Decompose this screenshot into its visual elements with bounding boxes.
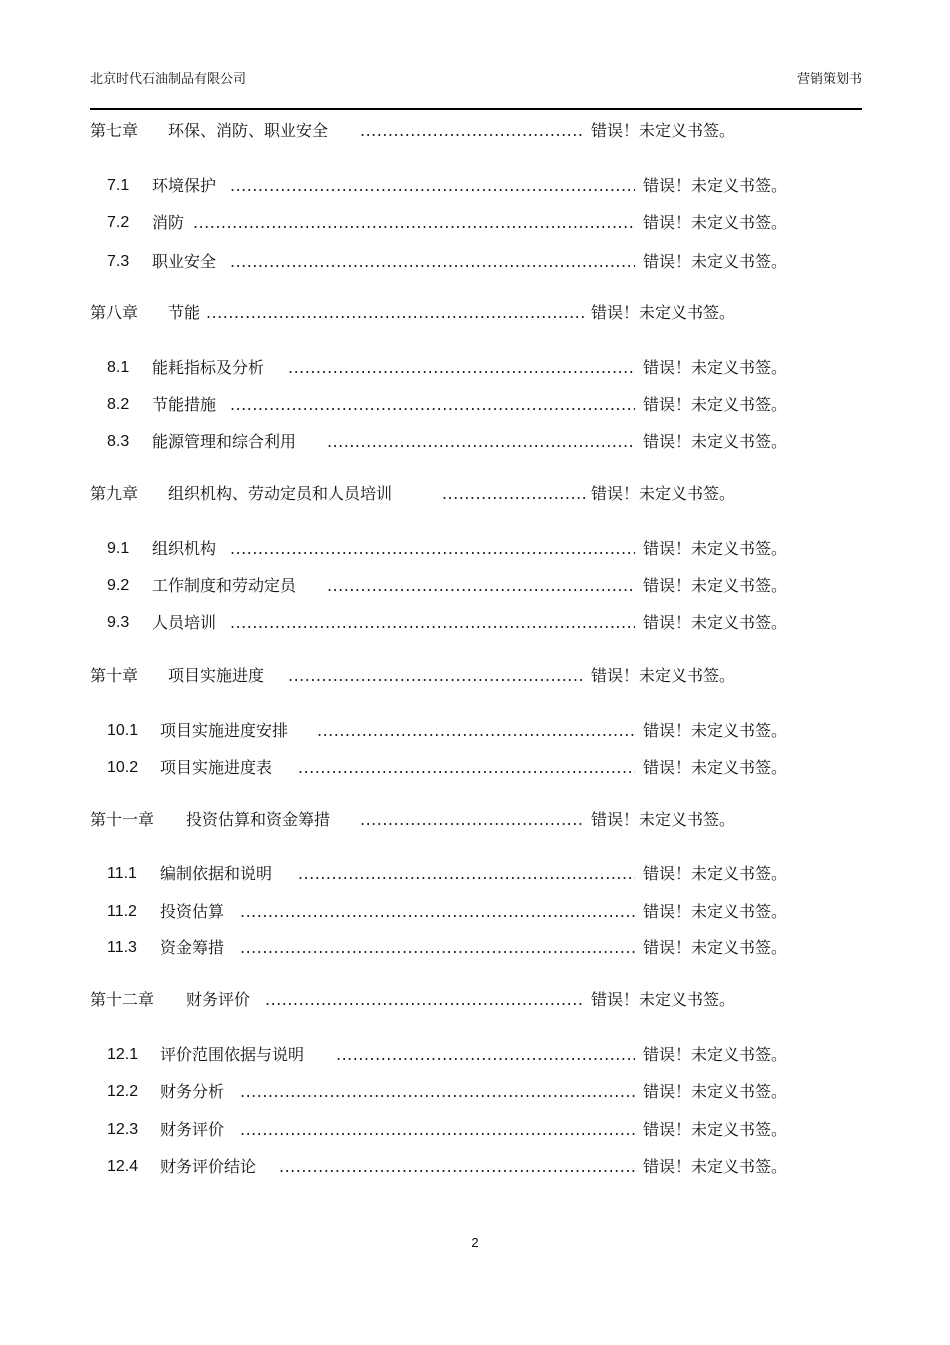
toc-section-12-2[interactable] bbox=[107, 1080, 787, 1104]
toc-leader-dots bbox=[336, 1043, 635, 1067]
toc-chapter-10[interactable] bbox=[90, 664, 735, 688]
toc-leader-dots bbox=[240, 936, 635, 960]
toc-number: 7.2 bbox=[107, 214, 130, 231]
toc-page-ref: 错误！未定义书签。 bbox=[643, 430, 787, 454]
toc-number: 8.1 bbox=[107, 359, 130, 376]
toc-title: 投资估算 bbox=[160, 902, 225, 921]
toc-page-ref: 错误！未定义书签。 bbox=[591, 301, 735, 325]
toc-page-ref: 错误！未定义书签。 bbox=[643, 1080, 787, 1104]
toc-title: 工作制度和劳动定员 bbox=[152, 576, 297, 595]
toc-leader-dots bbox=[193, 211, 635, 235]
toc-section-7-3[interactable] bbox=[107, 250, 787, 274]
toc-section-7-1[interactable] bbox=[107, 174, 787, 198]
toc-title: 组织机构 bbox=[152, 539, 217, 558]
toc-number: 第七章 bbox=[90, 121, 139, 140]
toc-title: 财务评价结论 bbox=[160, 1157, 257, 1176]
toc-chapter-7[interactable] bbox=[90, 119, 735, 143]
toc-number: 9.2 bbox=[107, 577, 130, 594]
toc-leader-dots bbox=[279, 1155, 635, 1179]
toc-leader-dots bbox=[288, 664, 585, 688]
toc-number: 12.3 bbox=[107, 1121, 139, 1138]
toc-leader-dots bbox=[327, 430, 635, 454]
toc-number: 第十二章 bbox=[90, 990, 155, 1009]
toc-section-12-4[interactable] bbox=[107, 1155, 787, 1179]
toc-leader-dots bbox=[206, 301, 585, 325]
toc-number: 第八章 bbox=[90, 303, 139, 322]
toc-leader-dots bbox=[298, 756, 635, 780]
toc-leader-dots bbox=[317, 719, 635, 743]
toc-number: 7.1 bbox=[107, 177, 130, 194]
toc-page-ref: 错误！未定义书签。 bbox=[591, 664, 735, 688]
toc-section-7-2[interactable] bbox=[107, 211, 787, 235]
toc-number: 10.1 bbox=[107, 722, 139, 739]
toc-number: 8.3 bbox=[107, 433, 130, 450]
toc-leader-dots bbox=[230, 537, 635, 561]
toc-title: 节能 bbox=[168, 303, 201, 322]
toc-number: 第九章 bbox=[90, 484, 139, 503]
toc-title: 组织机构、劳动定员和人员培训 bbox=[168, 484, 393, 503]
toc-number: 12.1 bbox=[107, 1046, 139, 1063]
toc-number: 11.2 bbox=[107, 903, 137, 920]
toc-page-ref: 错误！未定义书签。 bbox=[591, 482, 735, 506]
toc-page-ref: 错误！未定义书签。 bbox=[643, 1118, 787, 1142]
toc-page-ref: 错误！未定义书签。 bbox=[643, 756, 787, 780]
toc-leader-dots bbox=[230, 250, 635, 274]
toc-page-ref: 错误！未定义书签。 bbox=[643, 719, 787, 743]
toc-section-9-2[interactable] bbox=[107, 574, 787, 598]
toc-page-ref: 错误！未定义书签。 bbox=[643, 900, 787, 924]
toc-leader-dots bbox=[230, 611, 635, 635]
toc-number: 11.3 bbox=[107, 939, 137, 956]
toc-section-8-2[interactable] bbox=[107, 393, 787, 417]
toc-leader-dots bbox=[360, 808, 585, 832]
page-number: 2 bbox=[471, 1235, 479, 1250]
toc-page-ref: 错误！未定义书签。 bbox=[643, 574, 787, 598]
toc-title: 人员培训 bbox=[152, 613, 217, 632]
toc-title: 能耗指标及分析 bbox=[152, 358, 265, 377]
toc-title: 项目实施进度 bbox=[168, 666, 265, 685]
toc-page-ref: 错误！未定义书签。 bbox=[591, 119, 735, 143]
toc-title: 能源管理和综合利用 bbox=[152, 432, 297, 451]
toc-page-ref: 错误！未定义书签。 bbox=[643, 537, 787, 561]
toc-page-ref: 错误！未定义书签。 bbox=[643, 250, 787, 274]
toc-title: 环保、消防、职业安全 bbox=[168, 121, 329, 140]
toc-title: 资金筹措 bbox=[160, 938, 225, 957]
toc-leader-dots bbox=[442, 482, 585, 506]
toc-leader-dots bbox=[230, 393, 635, 417]
toc-number: 7.3 bbox=[107, 253, 130, 270]
toc-leader-dots bbox=[240, 1080, 635, 1104]
toc-section-11-2[interactable] bbox=[107, 900, 787, 924]
toc-number: 第十一章 bbox=[90, 810, 155, 829]
toc-title: 节能措施 bbox=[152, 395, 217, 414]
toc-title: 财务评价 bbox=[186, 990, 251, 1009]
toc-leader-dots bbox=[230, 174, 635, 198]
toc-section-10-1[interactable] bbox=[107, 719, 787, 743]
toc-leader-dots bbox=[240, 1118, 635, 1142]
toc-title: 项目实施进度表 bbox=[160, 758, 273, 777]
toc-title: 编制依据和说明 bbox=[160, 864, 273, 883]
toc-section-11-3[interactable] bbox=[107, 936, 787, 960]
toc-section-9-1[interactable] bbox=[107, 537, 787, 561]
toc-number: 8.2 bbox=[107, 396, 130, 413]
toc-chapter-11[interactable] bbox=[90, 808, 735, 832]
toc-section-10-2[interactable] bbox=[107, 756, 787, 780]
company-name: 北京时代石油制品有限公司 bbox=[90, 72, 247, 87]
toc-title: 环境保护 bbox=[152, 176, 217, 195]
toc-number: 11.1 bbox=[107, 865, 137, 882]
toc-section-8-1[interactable] bbox=[107, 356, 787, 380]
toc-number: 第十章 bbox=[90, 666, 139, 685]
toc-section-11-1[interactable] bbox=[107, 862, 787, 886]
toc-title: 消防 bbox=[152, 213, 185, 232]
toc-page-ref: 错误！未定义书签。 bbox=[643, 1155, 787, 1179]
toc-title: 职业安全 bbox=[152, 252, 217, 271]
toc-leader-dots bbox=[327, 574, 635, 598]
toc-number: 12.4 bbox=[107, 1158, 139, 1175]
toc-page-ref: 错误！未定义书签。 bbox=[643, 356, 787, 380]
toc-chapter-9[interactable] bbox=[90, 482, 735, 506]
toc-chapter-8[interactable] bbox=[90, 301, 735, 325]
toc-title: 项目实施进度安排 bbox=[160, 721, 289, 740]
document-title: 营销策划书 bbox=[796, 72, 862, 87]
toc-page-ref: 错误！未定义书签。 bbox=[643, 211, 787, 235]
toc-number: 10.2 bbox=[107, 759, 139, 776]
toc-page-ref: 错误！未定义书签。 bbox=[643, 862, 787, 886]
toc-title: 财务评价 bbox=[160, 1120, 225, 1139]
toc-chapter-12[interactable] bbox=[90, 988, 735, 1012]
toc-leader-dots bbox=[240, 900, 635, 924]
toc-page-ref: 错误！未定义书签。 bbox=[643, 936, 787, 960]
toc-leader-dots bbox=[360, 119, 585, 143]
toc-page-ref: 错误！未定义书签。 bbox=[591, 988, 735, 1012]
toc-title: 财务分析 bbox=[160, 1082, 225, 1101]
toc-page-ref: 错误！未定义书签。 bbox=[643, 611, 787, 635]
toc-title: 投资估算和资金筹措 bbox=[186, 810, 331, 829]
toc-number: 12.2 bbox=[107, 1083, 139, 1100]
toc-section-8-3[interactable] bbox=[107, 430, 787, 454]
toc-page-ref: 错误！未定义书签。 bbox=[643, 393, 787, 417]
toc-number: 9.3 bbox=[107, 614, 130, 631]
toc-title: 评价范围依据与说明 bbox=[160, 1045, 305, 1064]
toc-leader-dots bbox=[288, 356, 635, 380]
toc-page-ref: 错误！未定义书签。 bbox=[643, 174, 787, 198]
toc-leader-dots bbox=[265, 988, 585, 1012]
toc-page-ref: 错误！未定义书签。 bbox=[643, 1043, 787, 1067]
toc-section-9-3[interactable] bbox=[107, 611, 787, 635]
toc-section-12-3[interactable] bbox=[107, 1118, 787, 1142]
toc-leader-dots bbox=[298, 862, 635, 886]
toc-page-ref: 错误！未定义书签。 bbox=[591, 808, 735, 832]
toc-section-12-1[interactable] bbox=[107, 1043, 787, 1067]
toc-number: 9.1 bbox=[107, 540, 130, 557]
